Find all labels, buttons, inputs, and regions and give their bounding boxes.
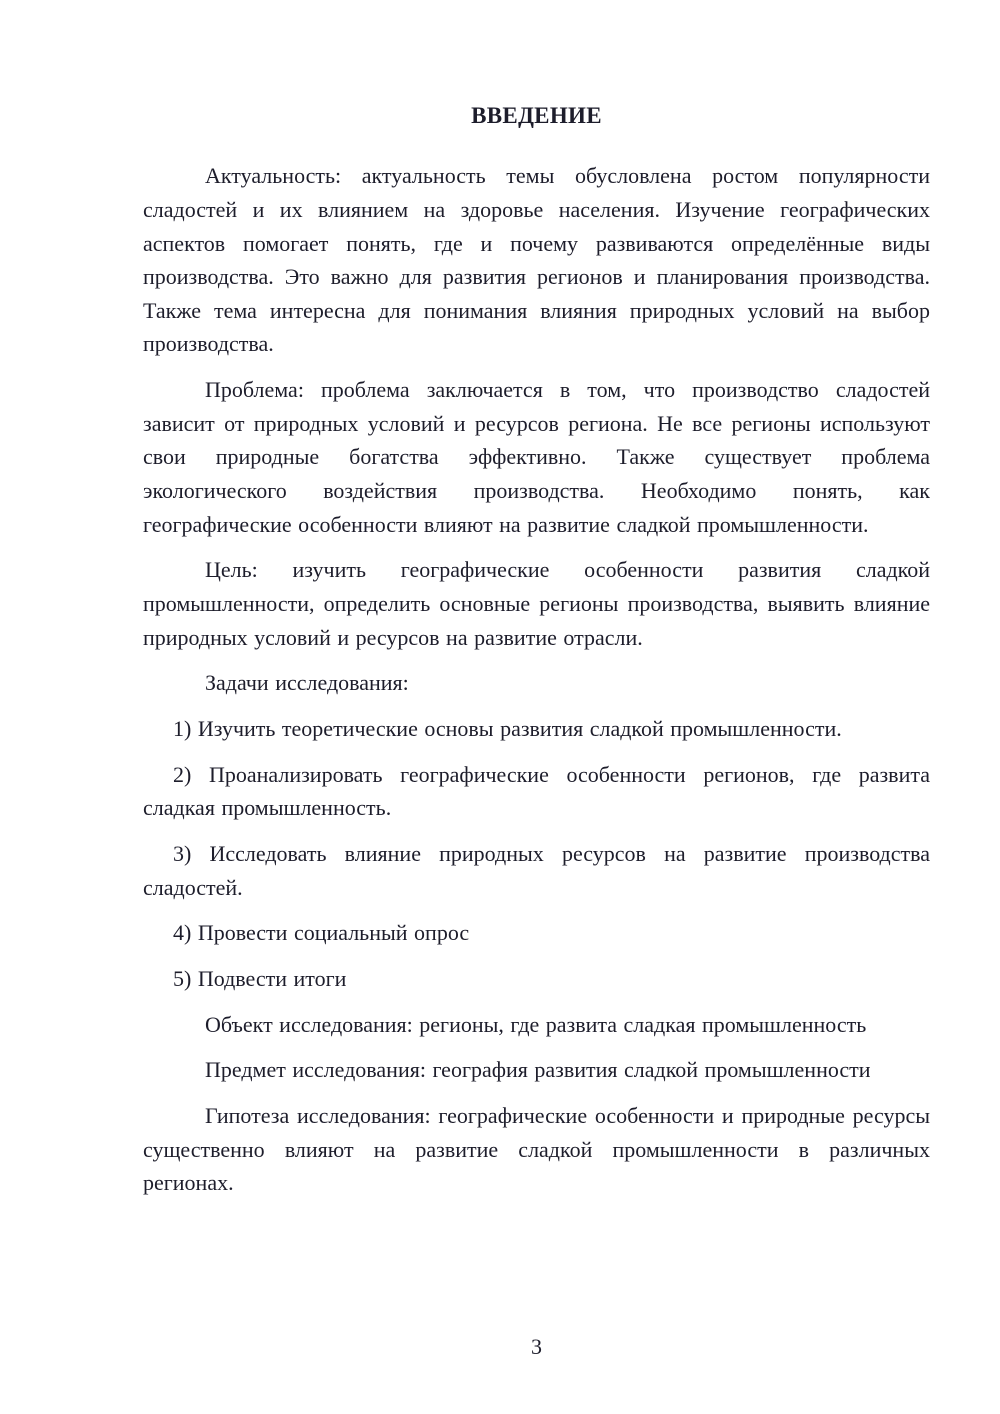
task-item-5: 5) Подвести итоги xyxy=(173,965,347,991)
page-number: 3 xyxy=(531,1334,542,1360)
document-title: ВВЕДЕНИЕ xyxy=(471,103,602,128)
task-item-4: 4) Провести социальный опрос xyxy=(173,920,470,946)
task-item-3: 3) Исследовать влияние природных ресурсов на развитие производства сладостей. xyxy=(143,841,930,900)
task-item-2: 2) Проанализировать географические особенности регионов, где развита сладкая промышленность. xyxy=(143,761,930,821)
paragraph-relevance: Актуальность: актуальность темы обусловлена ростом популярности сладостей и их влиянием на здоровье населения. Изучение географических аспектов помогает понять, где и почему развиваются определённые виды производства. Это важно для развития регионов и планирования производства. Также тема интересна для понимания влияния природных условий на выбор производства. xyxy=(143,163,930,357)
paragraph-goal: Цель: изучить географические особенности развития сладкой промышленности, определить основные регионы производства, выявить влияние природных условий и ресурсов на развитие отрасли. xyxy=(143,557,930,650)
paragraph-subject: Предмет исследования: география развития сладкой промышленности xyxy=(205,1057,871,1083)
paragraph-problem: Проблема: проблема заключается в том, что производство сладостей зависит от природных условий и ресурсов региона. Не все регионы используют свои природные богатства эффективно. Также существует проблема экологического воздействия производства. Необходимо понять, как географические особенности влияют на развитие сладкой промышленности. xyxy=(143,377,930,537)
paragraph-tasks-heading: Задачи исследования: xyxy=(205,670,409,696)
paragraph-hypothesis: Гипотеза исследования: географические особенности и природные ресурсы существенно влияют на развитие сладкой промышленности в различных регионах. xyxy=(143,1102,930,1196)
paragraph-object: Объект исследования: регионы, где развита сладкая промышленность xyxy=(205,1011,867,1037)
task-item-1: 1) Изучить теоретические основы развития сладкой промышленности. xyxy=(173,716,842,742)
